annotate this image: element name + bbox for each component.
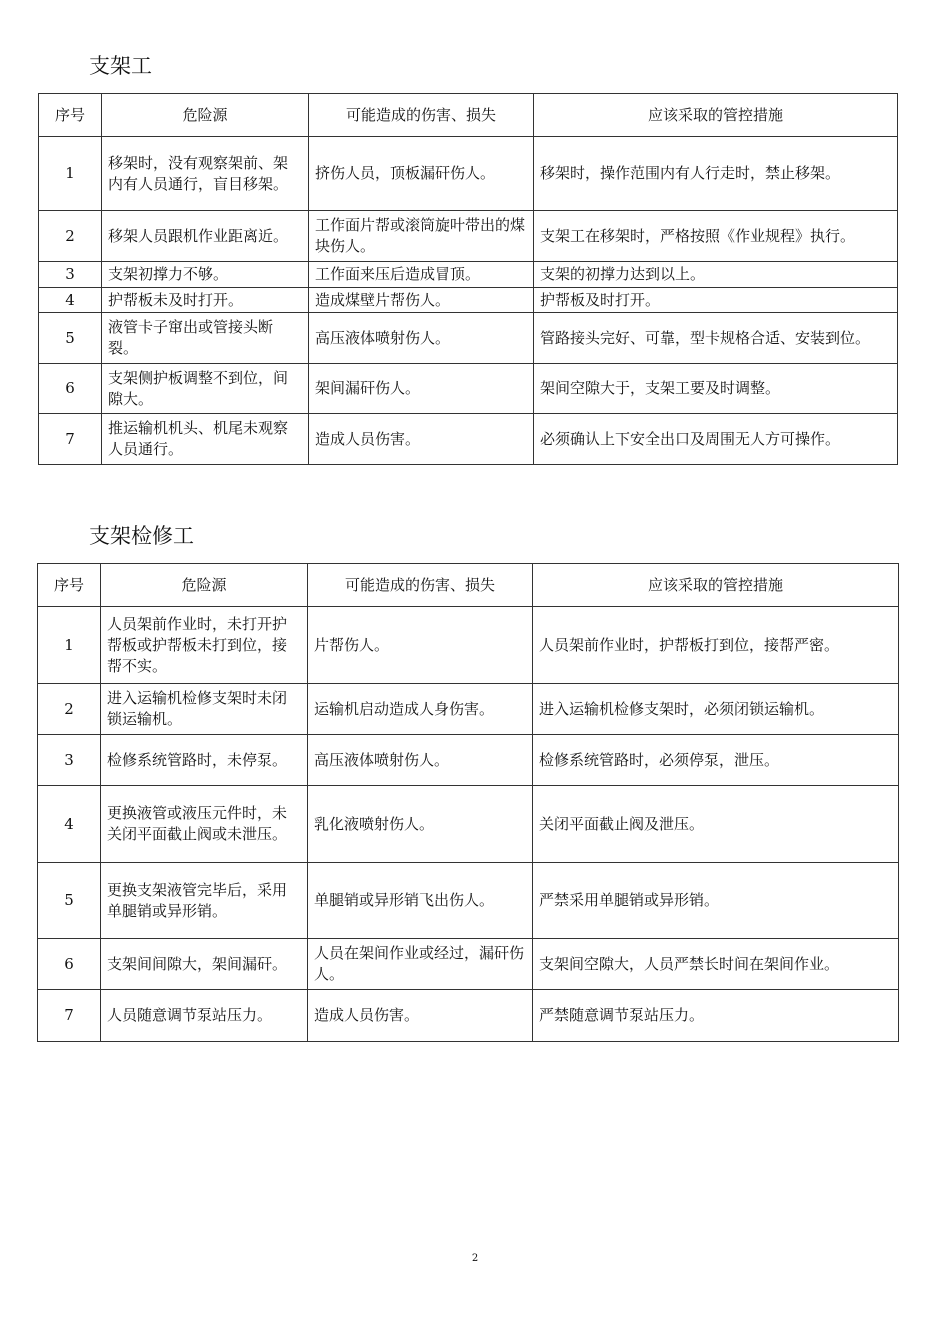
measure-cell: 必须确认上下安全出口及周围无人方可操作。 [534, 414, 898, 465]
hazard-cell: 护帮板未及时打开。 [102, 288, 309, 313]
table-row [39, 211, 898, 262]
hazard-cell: 更换液管或液压元件时，未关闭平面截止阀或未泄压。 [101, 786, 308, 863]
table-row [39, 414, 898, 465]
row-number: 3 [38, 735, 101, 786]
table-row [38, 684, 899, 735]
harm-cell: 造成人员伤害。 [309, 414, 534, 465]
measure-cell: 架间空隙大于，支架工要及时调整。 [534, 364, 898, 414]
section-title: 支架工 [89, 54, 152, 78]
harm-cell: 运输机启动造成人身伤害。 [308, 684, 533, 735]
measure-cell: 支架间空隙大，人员严禁长时间在架间作业。 [533, 939, 899, 990]
row-number: 4 [39, 288, 102, 313]
measure-cell: 管路接头完好、可靠，型卡规格合适、安装到位。 [534, 313, 898, 364]
header-harm: 可能造成的伤害、损失 [309, 94, 534, 137]
row-number: 1 [39, 137, 102, 211]
hazard-cell: 支架初撑力不够。 [102, 262, 309, 288]
row-number: 7 [38, 990, 101, 1042]
measure-cell: 护帮板及时打开。 [534, 288, 898, 313]
table-row [39, 313, 898, 364]
hazard-cell: 支架侧护板调整不到位，间隙大。 [102, 364, 309, 414]
table-row [39, 364, 898, 414]
harm-cell: 造成煤壁片帮伤人。 [309, 288, 534, 313]
table-row [39, 288, 898, 313]
measure-cell: 严禁采用单腿销或异形销。 [533, 863, 899, 939]
section-title: 支架检修工 [89, 524, 194, 548]
header-measure: 应该采取的管控措施 [533, 564, 899, 607]
header-measure: 应该采取的管控措施 [534, 94, 898, 137]
hazard-cell: 推运输机机头、机尾未观察人员通行。 [102, 414, 309, 465]
harm-cell: 高压液体喷射伤人。 [309, 313, 534, 364]
measure-cell: 支架的初撑力达到以上。 [534, 262, 898, 288]
harm-cell: 乳化液喷射伤人。 [308, 786, 533, 863]
row-number: 3 [39, 262, 102, 288]
harm-cell: 架间漏矸伤人。 [309, 364, 534, 414]
header-hazard: 危险源 [101, 564, 308, 607]
header-hazard: 危险源 [102, 94, 309, 137]
table-row [38, 863, 899, 939]
table-header-row [39, 94, 898, 137]
hazard-cell: 人员架前作业时，未打开护帮板或护帮板未打到位，接帮不实。 [101, 607, 308, 684]
row-number: 5 [38, 863, 101, 939]
header-no: 序号 [38, 564, 101, 607]
measure-cell: 严禁随意调节泵站压力。 [533, 990, 899, 1042]
measure-cell: 支架工在移架时，严格按照《作业规程》执行。 [534, 211, 898, 262]
table-row [38, 735, 899, 786]
row-number: 7 [39, 414, 102, 465]
hazard-cell: 液管卡子窜出或管接头断裂。 [102, 313, 309, 364]
hazard-table-support-maintenance [37, 563, 899, 1042]
table-row [38, 607, 899, 684]
harm-cell: 工作面片帮或滚筒旋叶带出的煤块伤人。 [309, 211, 534, 262]
header-no: 序号 [39, 94, 102, 137]
hazard-table-support-worker [38, 93, 898, 465]
row-number: 2 [39, 211, 102, 262]
table-row [39, 262, 898, 288]
row-number: 6 [39, 364, 102, 414]
hazard-cell: 人员随意调节泵站压力。 [101, 990, 308, 1042]
measure-cell: 关闭平面截止阀及泄压。 [533, 786, 899, 863]
harm-cell: 造成人员伤害。 [308, 990, 533, 1042]
row-number: 6 [38, 939, 101, 990]
harm-cell: 工作面来压后造成冒顶。 [309, 262, 534, 288]
page-number: 2 [471, 1253, 479, 1264]
table-row [38, 786, 899, 863]
measure-cell: 检修系统管路时，必须停泵，泄压。 [533, 735, 899, 786]
harm-cell: 挤伤人员，顶板漏矸伤人。 [309, 137, 534, 211]
table-row [38, 939, 899, 990]
hazard-cell: 移架人员跟机作业距离近。 [102, 211, 309, 262]
hazard-cell: 更换支架液管完毕后，采用单腿销或异形销。 [101, 863, 308, 939]
harm-cell: 单腿销或异形销飞出伤人。 [308, 863, 533, 939]
hazard-cell: 检修系统管路时，未停泵。 [101, 735, 308, 786]
hazard-cell: 进入运输机检修支架时未闭锁运输机。 [101, 684, 308, 735]
row-number: 1 [38, 607, 101, 684]
measure-cell: 进入运输机检修支架时，必须闭锁运输机。 [533, 684, 899, 735]
measure-cell: 人员架前作业时，护帮板打到位，接帮严密。 [533, 607, 899, 684]
harm-cell: 片帮伤人。 [308, 607, 533, 684]
table-row [38, 990, 899, 1042]
row-number: 2 [38, 684, 101, 735]
harm-cell: 人员在架间作业或经过，漏矸伤人。 [308, 939, 533, 990]
row-number: 4 [38, 786, 101, 863]
header-harm: 可能造成的伤害、损失 [308, 564, 533, 607]
hazard-cell: 支架间间隙大，架间漏矸。 [101, 939, 308, 990]
row-number: 5 [39, 313, 102, 364]
measure-cell: 移架时，操作范围内有人行走时，禁止移架。 [534, 137, 898, 211]
harm-cell: 高压液体喷射伤人。 [308, 735, 533, 786]
table-row [39, 137, 898, 211]
table-header-row [38, 564, 899, 607]
hazard-cell: 移架时，没有观察架前、架内有人员通行，盲目移架。 [102, 137, 309, 211]
